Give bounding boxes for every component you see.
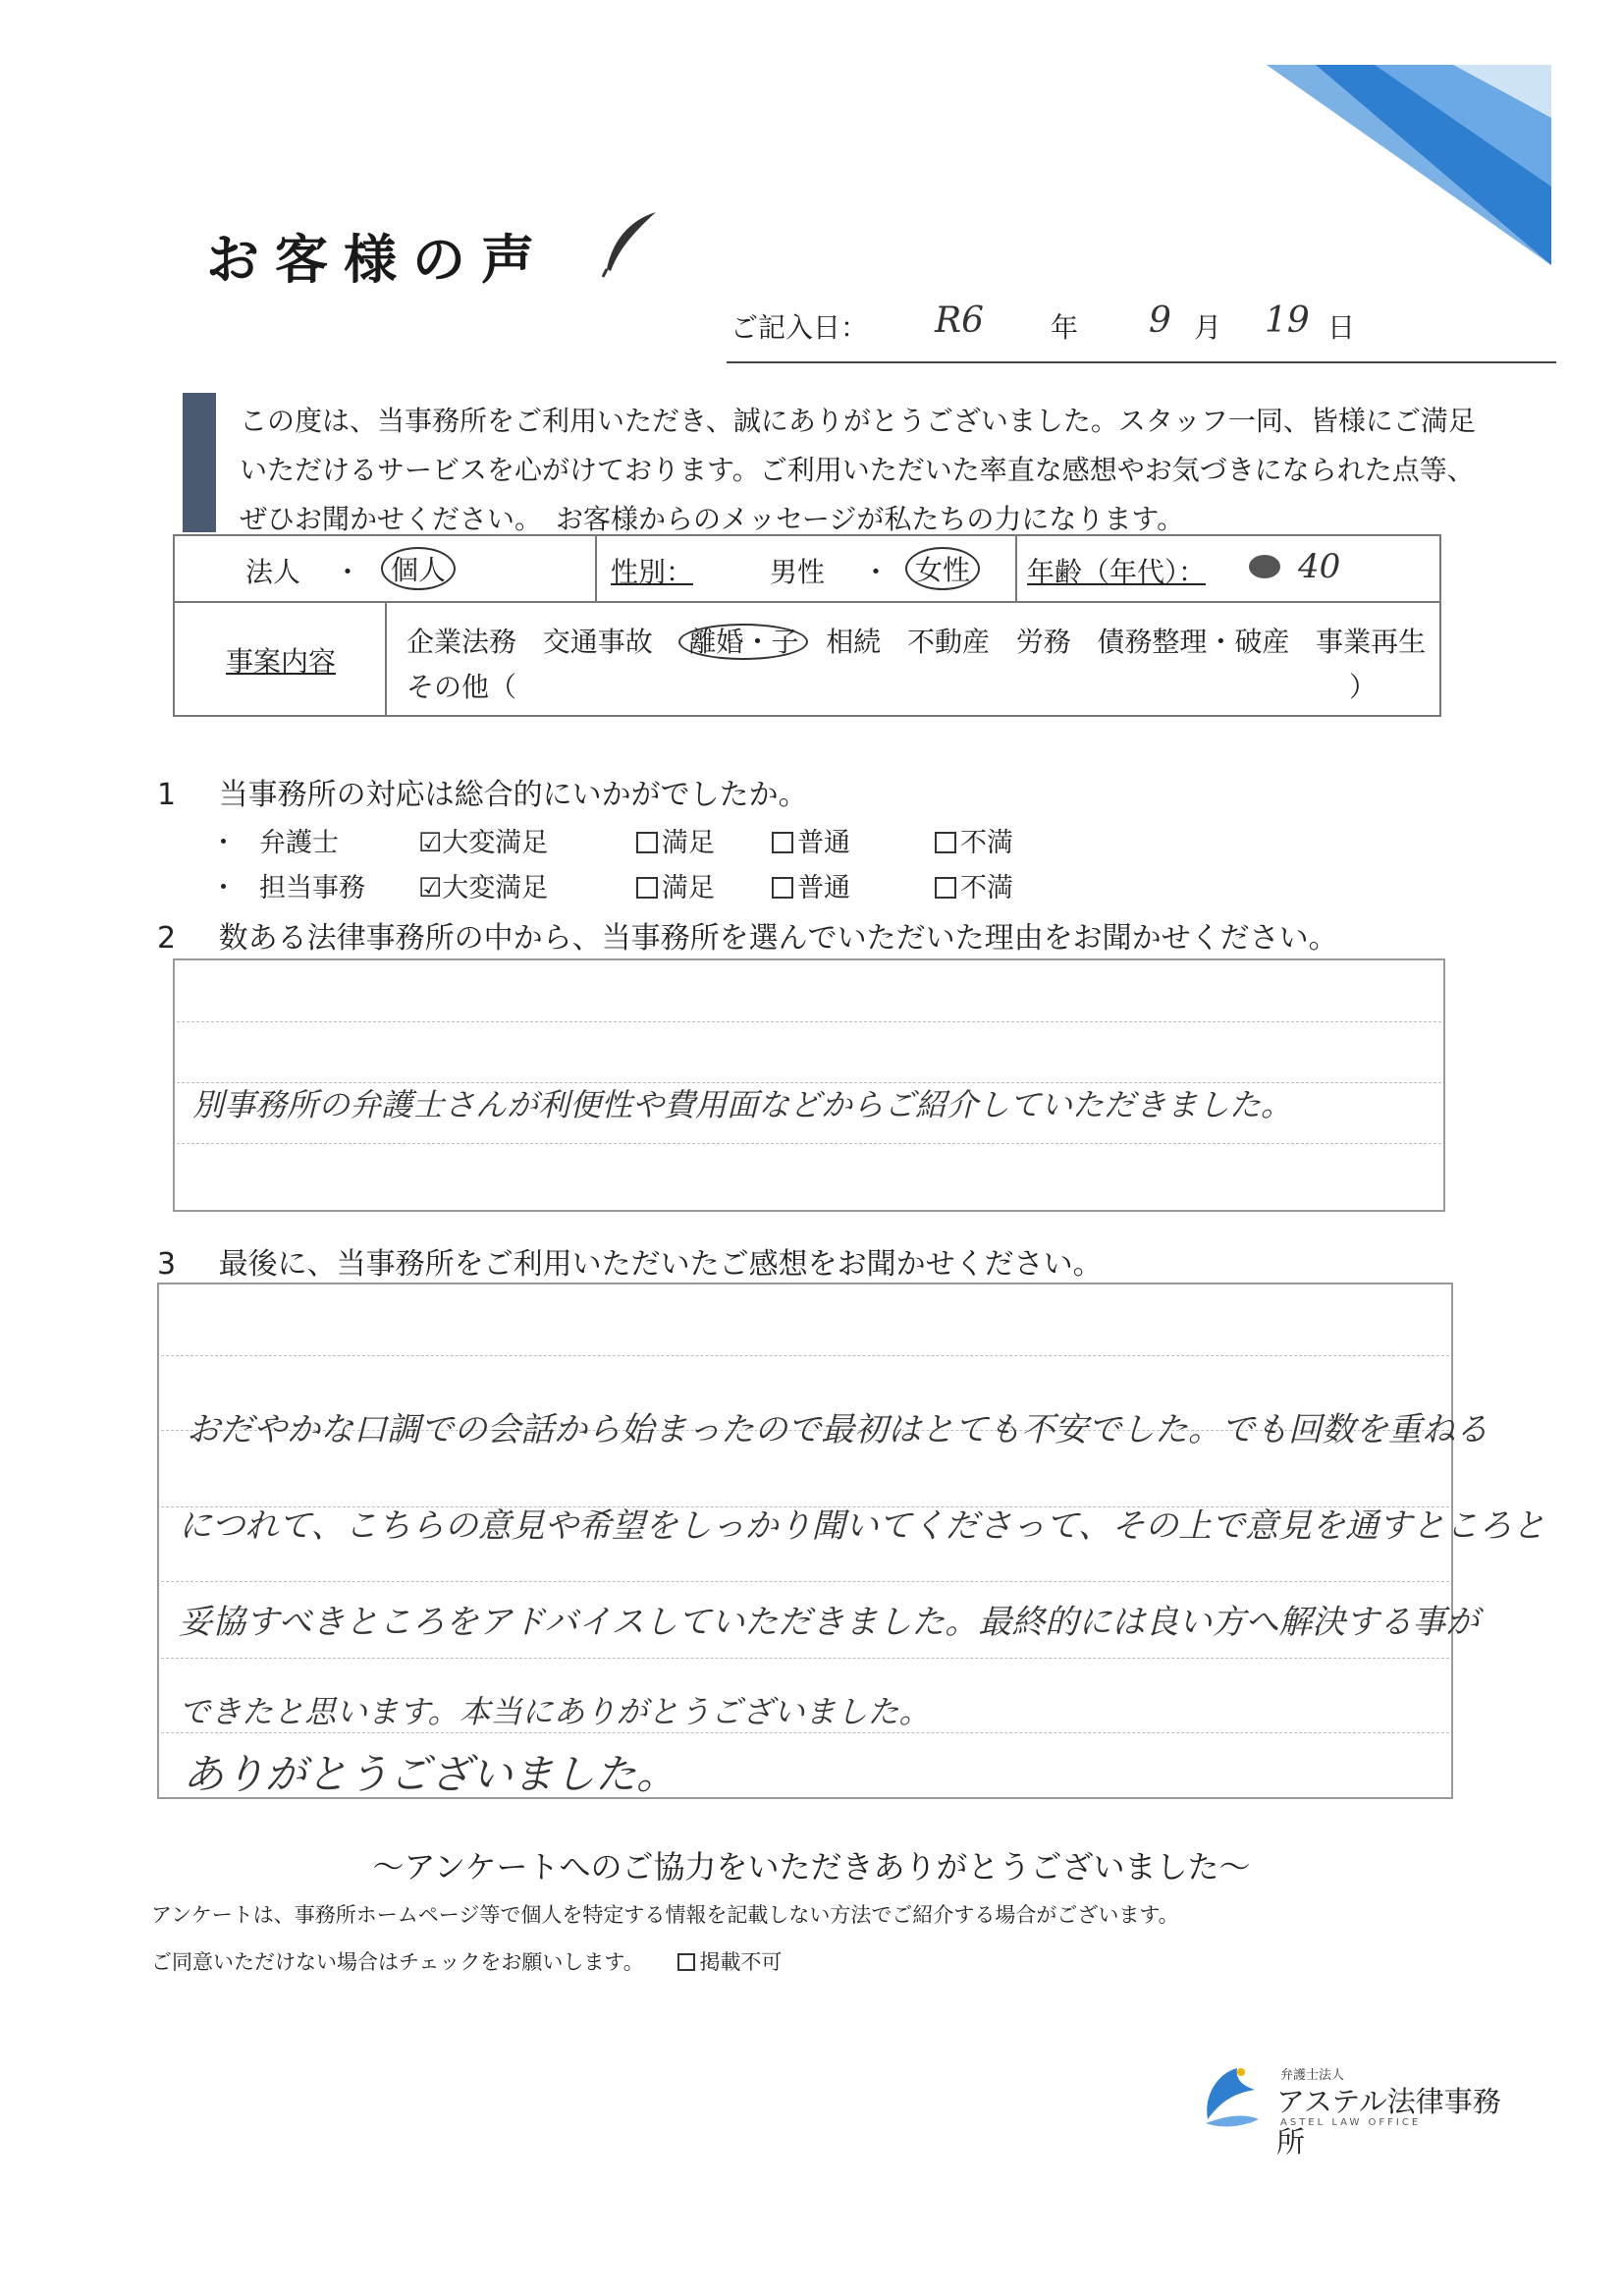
q2-answer-text: 別事務所の弁護士さんが利便性や費用面などからご紹介していただきました。 [192,1086,1293,1123]
question-number: 2 [157,921,177,956]
checkbox-icon [772,877,793,899]
date-year: R6 [935,301,985,341]
question-2 [157,913,1338,957]
client-info-row [175,536,1439,603]
no-publish-checkbox[interactable]: 掲載不可 [677,1950,782,1974]
option-very-satisfied-checked[interactable]: ☑大変満足 [418,828,549,858]
case-type-inheritance[interactable]: 相続 [826,626,882,658]
checkbox-icon [636,832,658,853]
q3-answer-line: ありがとうございました。 [183,1750,678,1798]
checkbox-icon [935,832,956,853]
question-3 [157,1239,1103,1283]
age-value: 40 [1298,547,1341,586]
ruled-line [177,1143,1441,1144]
date-day: 19 [1265,301,1310,341]
survey-thanks: ～アンケートへのご協力をいただきありがとうございました～ [372,1848,1251,1886]
question-1 [157,770,808,813]
date-label: ご記入日： [730,311,869,344]
question-text: 当事務所の対応は総合的にいかがでしたか。 [218,778,808,812]
quill-pen-icon [601,210,660,279]
question-text: 最後に、当事務所をご利用いただいたご感想をお聞かせください。 [218,1247,1103,1282]
intro-line: いただけるサービスを心がけております。ご利用いただいた率直な感想やお気づきになられた点等、 [240,454,1475,486]
client-type-cell [175,536,597,601]
date-month: 9 [1149,301,1171,341]
case-type-divorce-selected[interactable]: 離婚・子 [678,624,808,660]
case-label-cell [175,601,387,717]
case-type-debt[interactable]: 債務整理・破産 [1097,626,1290,658]
ruled-line [177,1021,1441,1022]
logo-name: アステル法律事務所 [1276,2085,1501,2159]
intro-accent-bar [183,393,216,532]
year-unit: 年 [1051,311,1079,344]
gender-label: 性別： [611,556,694,588]
firm-logo [1198,2060,1522,2159]
case-type-other-close: ） [1349,671,1378,703]
astel-logo-icon [1198,2064,1261,2129]
checkbox-icon [935,877,956,899]
consent-note: ご同意いただけない場合はチェックをお願いします。 掲載不可 [151,1950,783,1974]
case-type-row [175,601,1439,717]
checkbox-icon [636,877,658,899]
male-option[interactable]: 男性 [770,556,826,588]
q2-answer-box[interactable] [173,958,1445,1212]
q3-answer-line: おだやかな口調での会話から始まったので最初はとても不安でした。でも回数を重ねる [187,1410,1488,1449]
row-label: 担当事務 [259,873,365,903]
bullet: ・ [210,828,237,858]
ruled-line [161,1658,1449,1659]
client-info-table [173,534,1441,717]
q3-answer-line: につれて、こちらの意見や希望をしっかり聞いてくださって、その上で意見を通すところと [179,1506,1545,1546]
q3-answer-box[interactable] [157,1283,1545,1799]
entry-date [727,302,1556,363]
q3-answer-line: できたと思います。本当にありがとうございました。 [179,1693,931,1730]
option-satisfied[interactable]: 満足 [636,866,715,904]
option-dissatisfied[interactable]: 不満 [935,866,1013,904]
q1-row-staff [210,866,1192,905]
option-normal[interactable]: 普通 [772,821,850,859]
intro-line: ぜひお聞かせください。 お客様からのメッセージが私たちの力になります。 [240,503,1185,535]
day-unit: 日 [1327,311,1356,344]
publication-note: アンケートは、事務所ホームページ等で個人を特定する情報を記載しない方法でご紹介する場合がございます。 [151,1903,1179,1927]
case-type-traffic[interactable]: 交通事故 [542,626,653,658]
option-satisfied[interactable]: 満足 [636,821,715,859]
corporate-option[interactable]: 法人 [245,556,301,588]
option-normal[interactable]: 普通 [772,866,850,904]
option-very-satisfied-checked[interactable]: ☑大変満足 [418,873,549,903]
case-label: 事案内容 [226,645,337,678]
intro-line: この度は、当事務所をご利用いただき、誠にありがとうございました。スタッフ一同、皆様にご満足 [240,405,1476,437]
separator-dot: ・ [334,556,362,588]
question-number: 3 [157,1247,177,1282]
question-number: 1 [157,778,177,812]
case-type-real-estate[interactable]: 不動産 [906,626,990,658]
ruled-line [161,1355,1449,1356]
month-unit: 月 [1194,311,1222,344]
individual-option-selected[interactable]: 個人 [381,547,456,590]
age-cell [1017,536,1441,601]
logo-romaji: ASTEL LAW OFFICE [1280,2117,1422,2128]
intro-message [240,397,1487,544]
case-type-corporate[interactable]: 企業法務 [406,626,517,658]
separator-dot: ・ [862,556,891,588]
page-title: お客様の声 [206,229,550,291]
gender-cell [597,536,1017,601]
option-dissatisfied[interactable]: 不満 [935,821,1013,859]
ruled-line [161,1581,1449,1582]
case-type-other[interactable]: その他（ [406,671,517,703]
bullet: ・ [210,873,237,903]
question-text: 数ある法律事務所の中から、当事務所を選んでいただいた理由をお聞かせください。 [218,921,1338,956]
row-label: 弁護士 [259,828,339,858]
q3-answer-line: 妥協すべきところをアドバイスしていただきました。最終的には良い方へ解決する事が [179,1603,1480,1642]
logo-subtitle: 弁護士法人 [1280,2068,1345,2083]
checkbox-icon [772,832,793,853]
corner-decoration [1257,59,1556,270]
female-option-selected[interactable]: 女性 [905,547,980,590]
q1-row-lawyer [210,821,1192,860]
case-type-labor[interactable]: 労務 [1015,626,1071,658]
checkbox-icon [677,1953,695,1971]
ruled-line [161,1732,1449,1733]
age-label: 年齢（年代）： [1027,556,1207,588]
case-type-rehabilitation[interactable]: 事業再生 [1316,626,1427,658]
age-scribble-icon [1249,555,1280,578]
case-type-options [406,621,1426,660]
